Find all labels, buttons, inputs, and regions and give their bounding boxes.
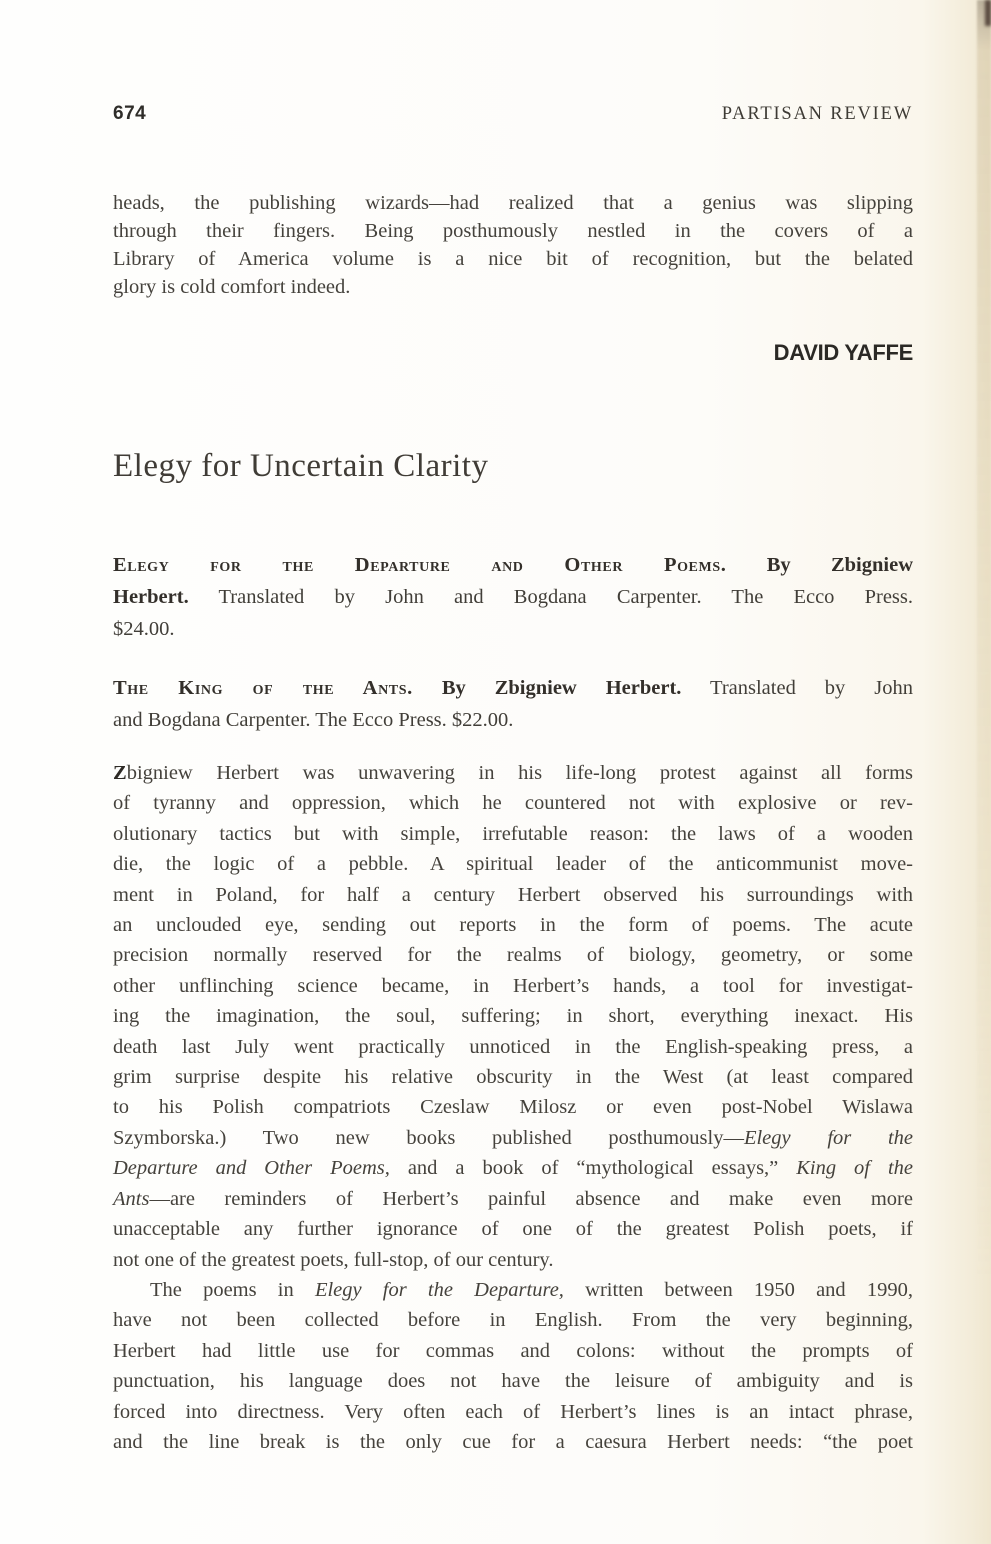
text-line	[113, 1397, 913, 1427]
text-segment: die, the logic of a pebble. A spiritual leader of the anticommunist move-	[113, 853, 913, 876]
page-number: 674	[113, 103, 147, 124]
text-line	[113, 1123, 913, 1153]
text-line	[113, 581, 913, 613]
italic-book-title: King of the	[796, 1157, 914, 1180]
text-segment: unacceptable any further ignorance of one of the greatest Polish poets, if	[113, 1218, 913, 1241]
text-line	[113, 273, 913, 301]
text-line	[113, 880, 913, 910]
previous-review-closing-paragraph	[113, 189, 913, 301]
text-segment: olutionary tactics but with simple, irrefutable reason: the laws of a wooden	[113, 822, 913, 845]
italic-book-title: Departure and Other Poems,	[113, 1157, 390, 1180]
text-segment: —are reminders of Herbert’s painful absence and make even more	[149, 1187, 913, 1210]
body-paragraph	[113, 1275, 913, 1457]
text-segment: punctuation, his language does not have the leisure of ambiguity and is	[113, 1370, 913, 1393]
page-content	[113, 0, 913, 1457]
text-segment: through their fingers. Being posthumously nestled in the covers of a	[113, 220, 913, 242]
text-line	[113, 788, 913, 818]
text-segment: and a book of “mythological essays,”	[389, 1157, 797, 1180]
text-segment: not one of the greatest poets, full-stop, of our century.	[113, 1248, 554, 1271]
text-line	[113, 819, 913, 849]
article-title: Elegy for Uncertain Clarity	[113, 448, 489, 484]
text-segment: ing the imagination, the soul, suffering; in short, everything inexact. His	[113, 1005, 913, 1028]
italic-book-title: Elegy for the	[743, 1126, 913, 1149]
bold-text: By Zbigniew Herbert.	[412, 677, 682, 699]
text-segment: of tyranny and oppression, which he countered not with explosive or rev-	[113, 792, 913, 815]
text-line	[113, 613, 913, 645]
text-segment: The poems in	[150, 1278, 315, 1301]
text-segment: written between 1950 and 1990,	[563, 1278, 914, 1301]
italic-book-title: Elegy for the Departure,	[314, 1278, 564, 1301]
scan-edge-shadow	[977, 0, 991, 1280]
reviewer-byline: DAVID YAFFE	[773, 340, 913, 365]
text-segment: and the line break is the only cue for a caesura Herbert needs: “the poet	[113, 1430, 913, 1453]
text-segment: Translated by John and Bogdana Carpenter. The Ecco Press.	[188, 586, 913, 608]
text-line	[113, 1092, 913, 1122]
text-segment: death last July went practically unnoticed in the English-speaking press, a	[113, 1035, 913, 1058]
text-line	[113, 189, 913, 217]
text-line	[113, 940, 913, 970]
text-line	[113, 704, 913, 736]
text-line	[113, 1214, 913, 1244]
text-segment: forced into directness. Very often each of Herbert’s lines is an intact phrase,	[113, 1400, 913, 1423]
text-line	[113, 1366, 913, 1396]
italic-book-title: Ants	[113, 1187, 150, 1210]
body-paragraph	[113, 758, 913, 1275]
text-line	[113, 1184, 913, 1214]
text-line	[113, 910, 913, 940]
book-citation	[113, 549, 913, 645]
text-line	[113, 1032, 913, 1062]
text-line	[113, 217, 913, 245]
text-line	[113, 672, 913, 704]
text-line	[113, 1245, 913, 1275]
text-segment: bigniew Herbert was unwavering in his life-long protest against all forms	[126, 762, 913, 784]
text-line	[113, 1001, 913, 1031]
text-segment: other unflinching science became, in Herbert’s hands, a tool for investigat-	[113, 974, 913, 997]
text-line	[113, 1153, 913, 1183]
text-segment: Translated by John	[681, 677, 914, 699]
text-segment: grim surprise despite his relative obscurity in the West (at least compared	[113, 1066, 913, 1089]
text-line	[113, 1305, 913, 1335]
book-citation	[113, 672, 913, 736]
scan-corner-mark	[985, 0, 991, 26]
text-segment: ment in Poland, for half a century Herbert observed his surroundings with	[113, 883, 913, 906]
text-line	[113, 758, 913, 788]
text-segment: an unclouded eye, sending out reports in the form of poems. The acute	[113, 914, 913, 937]
smallcaps-book-title: The King of the Ants.	[113, 677, 413, 699]
text-line	[113, 1427, 913, 1457]
text-segment: heads, the publishing wizards—had realized that a genius was slipping	[113, 192, 913, 214]
lead-capital: Z	[113, 762, 127, 784]
text-segment: to his Polish compatriots Czeslaw Milosz or even post-Nobel Wislawa	[113, 1096, 913, 1119]
text-line	[113, 971, 913, 1001]
text-segment: Szymborska.) Two new books published posthumously—	[113, 1126, 744, 1149]
text-segment: $24.00.	[113, 618, 175, 640]
text-segment: Herbert had little use for commas and colons: without the prompts of	[113, 1339, 913, 1362]
running-header	[113, 0, 913, 125]
text-segment: have not been collected before in English. From the very beginning,	[113, 1309, 913, 1332]
text-segment: glory is cold comfort indeed.	[113, 276, 351, 298]
text-line	[113, 549, 913, 581]
text-line	[113, 1336, 913, 1366]
text-segment: and Bogdana Carpenter. The Ecco Press. $22.00.	[113, 709, 514, 731]
book-citations	[113, 549, 913, 736]
text-line	[113, 849, 913, 879]
journal-title: PARTISAN REVIEW	[721, 104, 913, 124]
text-line	[113, 1062, 913, 1092]
text-line	[113, 1275, 913, 1305]
review-body	[113, 758, 913, 1457]
text-segment: precision normally reserved for the realms of biology, geometry, or some	[113, 944, 913, 967]
bold-text: By Zbigniew	[726, 554, 913, 576]
smallcaps-book-title: Elegy for the Departure and Other Poems.	[113, 554, 727, 576]
text-line	[113, 245, 913, 273]
bold-text: Herbert.	[113, 586, 189, 608]
text-segment: Library of America volume is a nice bit of recognition, but the belated	[113, 248, 913, 270]
